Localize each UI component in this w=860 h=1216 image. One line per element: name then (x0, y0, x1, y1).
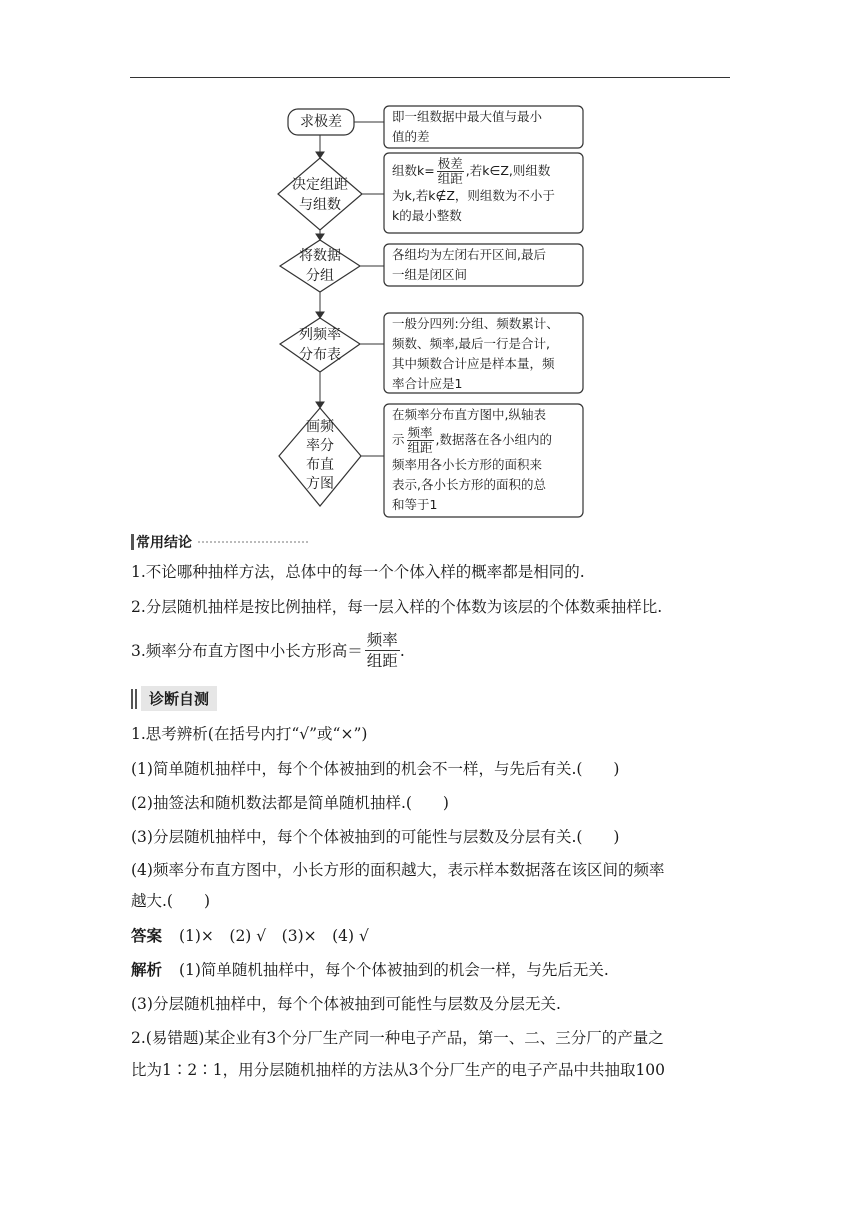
dotted-line (198, 541, 308, 543)
fraction-frequency-over-width (365, 630, 400, 671)
desc-text-5-line-3: 频率用各小长方形的面积来 (392, 457, 543, 472)
node-label-3-line-2: 分组 (306, 268, 334, 284)
question-1-item-3: (3)分层随机抽样中，每个个体被抽到的可能性与层数及分层有关.( ) (131, 828, 620, 846)
desc-text-1-line-2: 值的差 (392, 129, 430, 144)
conclusion-3 (131, 630, 405, 671)
node-label-4-line-1: 列频率 (299, 327, 341, 343)
fraction-numerator: 频率 (366, 631, 398, 649)
node-label-5-line-2: 率分 (306, 438, 334, 454)
fraction-range-over-width (437, 157, 464, 186)
analysis-text-1: (1)简单随机抽样中，每个个体被抽到的机会一样，与先后无关. (178, 961, 609, 979)
desc-text-5-pre: 示 (392, 432, 405, 447)
desc-text-4 (392, 314, 559, 394)
node-label-2-line-1: 决定组距 (292, 177, 348, 193)
node-label-4-line-2: 分布表 (299, 347, 341, 363)
desc-text-5-line-1: 在频率分布直方图中,纵轴表 (392, 407, 546, 422)
question-1-title: 1.思考辨析(在括号内打“√”或“×”) (131, 725, 368, 743)
node-label-3 (280, 246, 360, 286)
fraction-denominator: 组距 (366, 652, 398, 670)
analysis-line-2: (3)分层随机抽样中，每个个体被抽到可能性与层数及分层无关. (131, 995, 561, 1013)
desc-text-5-line-2 (392, 425, 552, 455)
question-1-item-4-cont: 越大.( ) (131, 892, 211, 910)
fraction-denominator: 组距 (407, 439, 433, 455)
node-label-5-line-1: 画频 (306, 419, 334, 435)
analysis-line-1 (131, 958, 609, 982)
desc-text-5-line-5: 和等于1 (392, 497, 438, 512)
desc-text-2-line-3: k的最小整数 (392, 208, 462, 223)
desc-text-2-post: ,若k∈Z,则组数 (465, 163, 551, 178)
flowchart (0, 0, 860, 530)
fraction-numerator: 频率 (407, 424, 433, 440)
question-2-line-2: 比为1∶2∶1，用分层随机抽样的方法从3个分厂生产的电子产品中共抽取100 (131, 1061, 666, 1079)
desc-text-4-line-2: 频数、频率,最后一行是合计, (392, 336, 550, 351)
conclusion-2: 2.分层随机抽样是按比例抽样，每一层入样的个体数为该层的个体数乘抽样比. (131, 598, 663, 616)
desc-text-5 (392, 405, 552, 515)
node-label-2 (280, 175, 360, 215)
desc-text-4-line-1: 一般分四列:分组、频数累计、 (392, 316, 559, 331)
desc-text-5-line-4: 表示,各小长方形的面积的总 (392, 477, 546, 492)
desc-text-3-line-2: 一组是闭区间 (392, 267, 468, 282)
desc-text-3-line-1: 各组均为左闭右开区间,最后 (392, 247, 546, 262)
desc-text-2-pre: 组数k= (392, 163, 435, 178)
node-label-5 (290, 418, 350, 494)
header-bar (131, 534, 134, 550)
node-label-5-line-3: 布直 (306, 457, 334, 473)
desc-text-4-line-3: 其中频数合计应是样本量，频 (392, 356, 555, 371)
node-label-4 (280, 325, 360, 365)
answer-text: (1)× (2) √ (3)× (4) √ (178, 927, 369, 945)
fraction-frequency-over-width (407, 426, 434, 455)
question-2-line-1: 2.(易错题)某企业有3个分厂生产同一种电子产品，第一、二、三分厂的产量之 (131, 1029, 664, 1047)
question-1-item-2: (2)抽签法和随机数法都是简单随机抽样.( ) (131, 794, 449, 812)
fraction-denominator: 组距 (437, 170, 463, 186)
analysis-label: 解析 (131, 961, 163, 979)
desc-text-2-line-2: 为k,若k∉Z，则组数为不小于 (392, 188, 555, 203)
conclusion-3-end: . (399, 641, 405, 660)
question-1-item-4: (4)频率分布直方图中，小长方形的面积越大，表示样本数据落在该区间的频率 (131, 861, 665, 879)
self-test-title: 诊断自测 (141, 686, 217, 711)
question-1-item-1: (1)简单随机抽样中，每个个体被抽到的机会不一样，与先后有关.( ) (131, 760, 620, 778)
node-label-1 (288, 112, 354, 132)
node-label-3-line-1: 将数据 (299, 248, 341, 264)
common-conclusions-title: 常用结论 (136, 535, 192, 551)
conclusion-3-text: 3.频率分布直方图中小长方形高＝ (131, 641, 363, 660)
desc-text-5-post: ,数据落在各小组内的 (435, 432, 553, 447)
node-label-2-line-2: 与组数 (299, 197, 341, 213)
header-bars (131, 689, 137, 709)
node-label-5-line-4: 方图 (306, 476, 334, 492)
conclusion-1: 1.不论哪种抽样方法，总体中的每一个个体入样的概率都是相同的. (131, 563, 585, 581)
desc-text-2 (392, 156, 555, 226)
common-conclusions-header (131, 532, 308, 552)
desc-text-1 (392, 107, 542, 147)
answer-label: 答案 (131, 927, 163, 945)
fraction-numerator: 极差 (437, 155, 463, 171)
desc-text-4-line-4: 率合计应是1 (392, 376, 463, 391)
desc-text-2-line-1 (392, 156, 555, 186)
node-label-1-line: 求极差 (300, 114, 342, 130)
desc-text-1-line-1: 即一组数据中最大值与最小 (392, 109, 543, 124)
self-test-header (131, 686, 217, 711)
answer-line (131, 924, 369, 948)
desc-text-3 (392, 245, 546, 285)
